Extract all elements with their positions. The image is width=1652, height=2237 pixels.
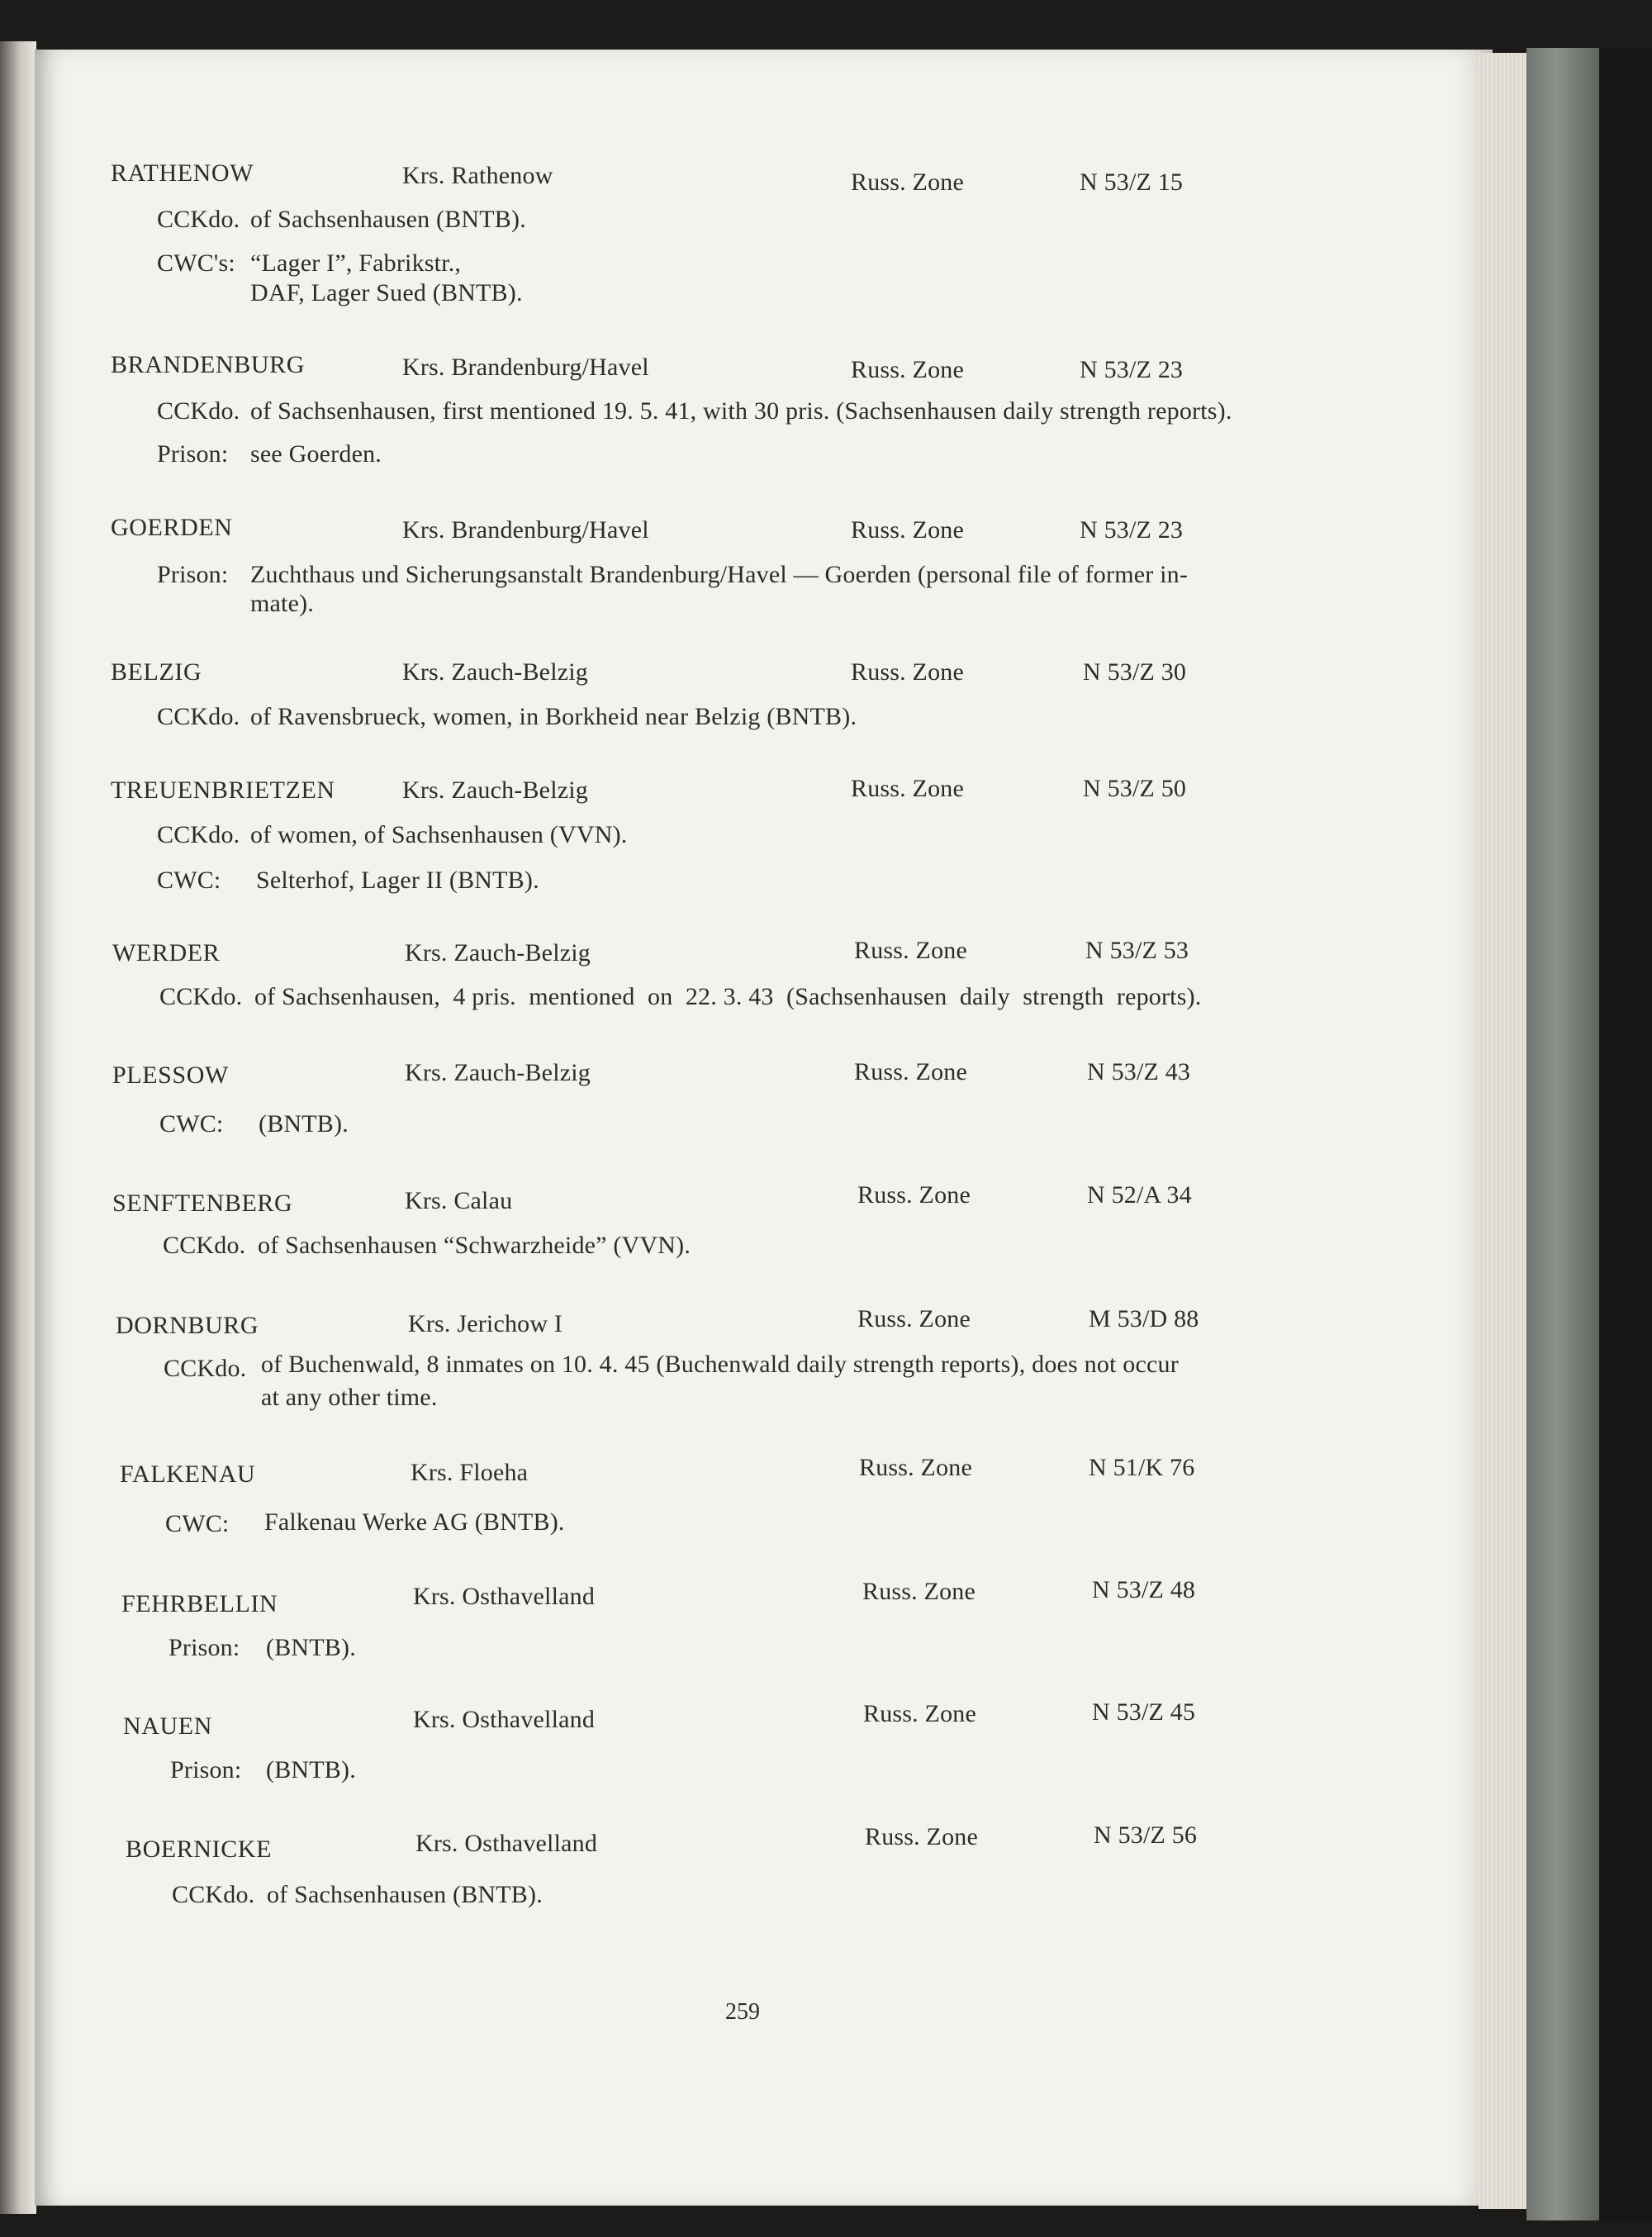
entry-district: Krs. Osthavelland [413, 1706, 596, 1733]
entry-zone: Russ. Zone [854, 1058, 967, 1085]
entry-grid-reference: N 53/Z 48 [1092, 1576, 1196, 1603]
entry-place-name: RATHENOW [111, 159, 254, 187]
page-number: 259 [725, 1999, 760, 2025]
entry-district: Krs. Rathenow [402, 162, 553, 189]
entry-place-name: FEHRBELLIN [121, 1590, 278, 1617]
entry-line-label: CCKdo. [157, 397, 240, 425]
entry-zone: Russ. Zone [862, 1578, 976, 1605]
entry-grid-reference: N 53/Z 56 [1094, 1821, 1198, 1849]
entry-line-text: DAF, Lager Sued (BNTB). [250, 279, 523, 306]
entry-line-label: CCKdo. [163, 1232, 246, 1259]
entry-line-text: of Ravensbrueck, women, in Borkheid near Belzig (BNTB). [250, 703, 857, 730]
entry-line-text: of Sachsenhausen, 4 pris. mentioned on 22. 3. 43 (Sachsenhausen daily strength reports). [254, 983, 1202, 1010]
entry-grid-reference: N 53/Z 15 [1080, 169, 1184, 196]
entry-grid-reference: N 53/Z 23 [1080, 356, 1184, 383]
entry-grid-reference: N 53/Z 23 [1080, 516, 1184, 544]
entry-line-text: of Sachsenhausen (BNTB). [250, 206, 526, 233]
entry-line-label: CCKdo. [159, 983, 243, 1010]
entry-line-label: CWC: [157, 867, 221, 894]
entry-line-text: of Sachsenhausen, first mentioned 19. 5. 41, with 30 pris. (Sachsenhausen daily strength reports). [250, 397, 1232, 425]
entry-place-name: BOERNICKE [126, 1836, 273, 1863]
entry-place-name: PLESSOW [112, 1062, 229, 1089]
entry-line-text: (BNTB). [259, 1110, 349, 1137]
entry-zone: Russ. Zone [851, 169, 964, 196]
entry-line-text: “Lager I”, Fabrikstr., [250, 249, 462, 277]
entry-district: Krs. Osthavelland [415, 1830, 598, 1857]
entry-line-label: Prison: [170, 1756, 242, 1783]
entry-line-text: of Sachsenhausen (BNTB). [267, 1881, 543, 1908]
entry-district: Krs. Zauch-Belzig [405, 1059, 591, 1086]
entry-line-text: of Sachsenhausen “Schwarzheide” (VVN). [258, 1232, 691, 1259]
entry-line-text: Zuchthaus und Sicherungsanstalt Brandenburg/Havel — Goerden (personal file of former in- [250, 561, 1189, 588]
entry-line-label: Prison: [157, 440, 229, 468]
entry-line-text: of Buchenwald, 8 inmates on 10. 4. 45 (Buchenwald daily strength reports), does not occur [261, 1351, 1179, 1378]
entry-grid-reference: N 53/Z 53 [1085, 937, 1189, 964]
entry-line-text: mate). [250, 590, 314, 617]
entry-district: Krs. Jerichow I [408, 1310, 563, 1337]
entry-zone: Russ. Zone [854, 937, 967, 964]
entry-line-text: Selterhof, Lager II (BNTB). [256, 867, 539, 894]
entry-line-label: CWC's: [157, 249, 235, 277]
entry-line-label: CCKdo. [164, 1355, 247, 1382]
entry-grid-reference: N 53/Z 45 [1092, 1698, 1196, 1726]
entry-grid-reference: M 53/D 88 [1089, 1305, 1199, 1332]
entry-place-name: DORNBURG [116, 1312, 259, 1339]
entry-district: Krs. Zauch-Belzig [402, 658, 588, 686]
entry-district: Krs. Brandenburg/Havel [402, 354, 649, 381]
left-page-edge [0, 41, 36, 2214]
entry-zone: Russ. Zone [851, 658, 964, 686]
entry-zone: Russ. Zone [863, 1700, 976, 1727]
entry-grid-reference: N 53/Z 43 [1087, 1058, 1191, 1085]
background-shadow [1599, 48, 1652, 2220]
entry-place-name: WERDER [112, 939, 221, 967]
entry-place-name: GOERDEN [111, 514, 233, 541]
entry-line-label: CCKdo. [157, 821, 240, 848]
entry-zone: Russ. Zone [857, 1181, 971, 1209]
entry-grid-reference: N 52/A 34 [1087, 1181, 1192, 1209]
entry-zone: Russ. Zone [859, 1454, 972, 1481]
entry-line-label: CWC: [159, 1110, 224, 1137]
entry-line-label: CWC: [165, 1510, 230, 1537]
entry-place-name: FALKENAU [120, 1460, 256, 1488]
entry-district: Krs. Brandenburg/Havel [402, 516, 649, 544]
entry-place-name: BRANDENBURG [111, 351, 305, 378]
entry-place-name: TREUENBRIETZEN [111, 777, 335, 804]
entry-line-label: Prison: [157, 561, 229, 588]
entry-line-label: CCKdo. [157, 206, 240, 233]
entry-district: Krs. Osthavelland [413, 1583, 596, 1610]
entry-grid-reference: N 53/Z 30 [1083, 658, 1187, 686]
entry-line-text: (BNTB). [266, 1756, 356, 1783]
entry-zone: Russ. Zone [865, 1823, 978, 1850]
entry-line-text: Falkenau Werke AG (BNTB). [264, 1508, 565, 1536]
entry-grid-reference: N 51/K 76 [1089, 1454, 1195, 1481]
entry-line-text: at any other time. [261, 1384, 438, 1411]
book-cover-edge [1526, 48, 1601, 2220]
entry-line-text: see Goerden. [250, 440, 382, 468]
entry-line-text: (BNTB). [266, 1634, 356, 1661]
entry-zone: Russ. Zone [851, 516, 964, 544]
entry-district: Krs. Zauch-Belzig [402, 777, 588, 804]
entry-line-label: CCKdo. [172, 1881, 255, 1908]
entry-place-name: BELZIG [111, 658, 202, 686]
entry-grid-reference: N 53/Z 50 [1083, 775, 1187, 802]
entry-place-name: NAUEN [123, 1712, 212, 1740]
entry-district: Krs. Floeha [411, 1459, 529, 1486]
entry-line-label: CCKdo. [157, 703, 240, 730]
entry-district: Krs. Calau [405, 1187, 513, 1214]
entry-zone: Russ. Zone [851, 356, 964, 383]
entry-place-name: SENFTENBERG [112, 1190, 293, 1217]
entry-zone: Russ. Zone [851, 775, 964, 802]
entry-line-label: Prison: [169, 1634, 240, 1661]
entry-district: Krs. Zauch-Belzig [405, 939, 591, 967]
entry-zone: Russ. Zone [857, 1305, 971, 1332]
entry-line-text: of women, of Sachsenhausen (VVN). [250, 821, 628, 848]
